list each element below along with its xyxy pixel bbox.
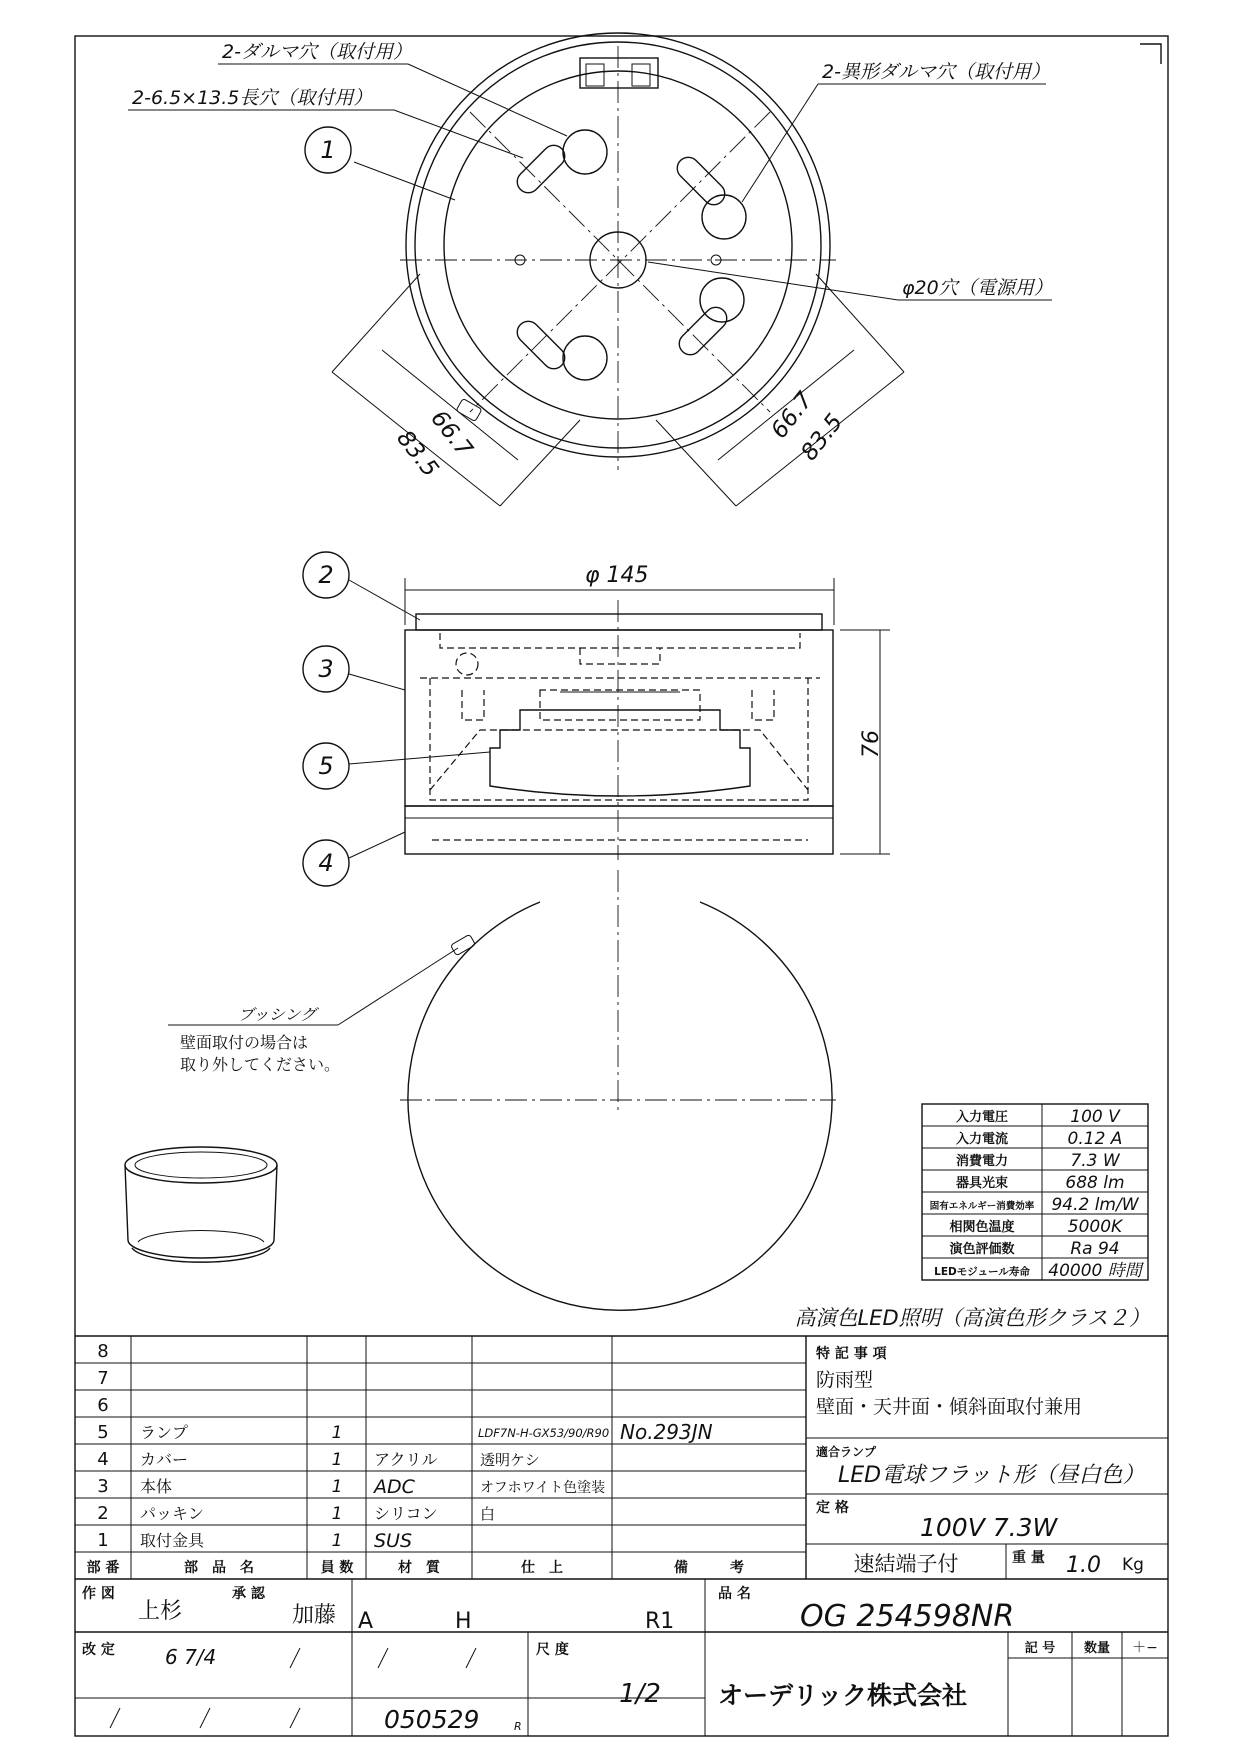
label-power-hole: φ20穴（電源用） — [902, 277, 1053, 299]
title-block — [75, 1579, 1168, 1736]
weight-label: 重 量 — [1012, 1550, 1045, 1566]
spec-label-1: 入力電流 — [955, 1132, 1009, 1147]
part-material-3: ADC — [374, 1476, 415, 1498]
bubble-4: 4 — [318, 849, 334, 877]
part-qty-3: 1 — [331, 1477, 343, 1497]
notes-line-2: 壁面・天井面・傾斜面取付兼用 — [816, 1396, 1083, 1418]
hdr-qty: 員 数 — [320, 1560, 354, 1576]
part-no-2: 2 — [97, 1503, 109, 1524]
spec-value-7: 40000 時間 — [1048, 1261, 1142, 1281]
part-finish-5: LDF7N-H-GX53/90/R90 — [478, 1426, 610, 1440]
bubble-5: 5 — [318, 752, 334, 780]
hdr-material: 材 質 — [398, 1560, 440, 1576]
drawing-no-suffix: R — [514, 1720, 522, 1733]
code-h: H — [455, 1609, 472, 1634]
part-bubbles — [303, 127, 490, 886]
spec-value-6: Ra 94 — [1070, 1239, 1120, 1259]
scale-value: 1/2 — [619, 1679, 661, 1709]
weight-unit: Kg — [1122, 1555, 1144, 1575]
part-name-1: 取付金具 — [140, 1531, 205, 1550]
hdr-note: 備 考 — [674, 1560, 744, 1576]
part-finish-4: 透明ケシ — [480, 1451, 540, 1469]
lamp-title: 適合ランプ — [816, 1445, 877, 1459]
terminal-note: 速結端子付 — [853, 1552, 959, 1576]
part-no-3: 3 — [97, 1476, 109, 1497]
approved-by: 加藤 — [292, 1603, 337, 1628]
spec-label-7: LEDモジュール寿命 — [934, 1266, 1030, 1278]
revision-label: 改 定 — [82, 1642, 115, 1658]
bottom-view — [168, 870, 836, 1310]
drawn-by: 上杉 — [138, 1599, 183, 1624]
drawn-label: 作 図 — [82, 1586, 115, 1602]
part-no-1: 1 — [97, 1530, 109, 1551]
spec-label-0: 入力電圧 — [955, 1110, 1009, 1125]
side-view — [405, 563, 890, 860]
part-no-8: 8 — [97, 1341, 109, 1362]
notes-line-1: 防雨型 — [816, 1369, 874, 1391]
part-material-4: アクリル — [374, 1450, 438, 1469]
spec-label-6: 演色評価数 — [949, 1242, 1015, 1257]
part-name-5: ランプ — [140, 1423, 189, 1442]
part-qty-1: 1 — [331, 1531, 343, 1551]
spec-label-2: 消費電力 — [955, 1154, 1009, 1169]
part-material-1: SUS — [374, 1530, 413, 1552]
parts-list — [75, 1336, 1168, 1579]
dim-height: 76 — [859, 730, 884, 758]
spec-label-3: 器具光束 — [955, 1176, 1009, 1191]
spec-value-0: 100 V — [1070, 1107, 1120, 1127]
part-no-6: 6 — [97, 1395, 109, 1416]
part-qty-5: 1 — [331, 1423, 343, 1443]
dim-diameter: φ 145 — [585, 563, 649, 588]
iso-sketch — [125, 1147, 277, 1262]
bushing-note-2: 取り外してください。 — [180, 1055, 341, 1074]
dim-left-outer: 83.5 — [391, 425, 444, 483]
dim-right-inner: 66.7 — [766, 387, 819, 444]
part-finish-3: オフホワイト色塗装 — [480, 1480, 606, 1496]
part-name-4: カバー — [140, 1450, 189, 1469]
code-a: A — [358, 1609, 374, 1634]
product-title: 高演色LED照明（高演色形クラス２） — [794, 1306, 1150, 1330]
label-daruma: 2-ダルマ穴（取付用） — [222, 41, 412, 63]
part-no-7: 7 — [97, 1368, 109, 1389]
spec-value-3: 688 lm — [1065, 1173, 1125, 1193]
spec-value-5: 5000K — [1067, 1217, 1123, 1237]
dim-right-outer: 83.5 — [796, 409, 849, 466]
spec-label-4: 固有エネルギー消費効率 — [929, 1201, 1035, 1212]
part-qty-2: 1 — [331, 1504, 343, 1524]
part-no-5: 5 — [97, 1422, 109, 1443]
part-name-2: パッキン — [140, 1504, 204, 1523]
spec-label-5: 相関色温度 — [949, 1220, 1015, 1235]
rev-code: R1 — [645, 1609, 675, 1634]
company-name: オーデリック株式会社 — [718, 1681, 968, 1710]
notes-title: 特 記 事 項 — [816, 1346, 887, 1362]
label-slot: 2-6.5×13.5長穴（取付用） — [132, 87, 373, 109]
product-no: OG 254598NR — [800, 1599, 1015, 1634]
quantity-label: 数量 — [1083, 1641, 1111, 1656]
bushing-note-1: 壁面取付の場合は — [180, 1033, 309, 1052]
spec-table — [922, 1104, 1148, 1281]
spec-value-1: 0.12 A — [1067, 1129, 1123, 1149]
approved-label: 承 認 — [232, 1586, 265, 1602]
spec-notes — [806, 1345, 1168, 1579]
rating-title: 定 格 — [816, 1500, 849, 1516]
drawing-no: 050529 — [384, 1705, 480, 1734]
spec-value-2: 7.3 W — [1070, 1151, 1120, 1171]
sign-mark: ＋− — [1132, 1640, 1158, 1656]
symbol-label: 記 号 — [1024, 1641, 1056, 1656]
bubble-3: 3 — [318, 655, 334, 683]
rating-value: 100V 7.3W — [920, 1513, 1058, 1542]
hdr-finish: 仕 上 — [521, 1560, 563, 1576]
scale-label: 尺 度 — [536, 1642, 569, 1658]
part-finish-2: 白 — [480, 1505, 496, 1523]
product-label: 品 名 — [718, 1586, 751, 1602]
label-odd-daruma: 2-異形ダルマ穴（取付用） — [822, 61, 1050, 83]
bubble-1: 1 — [320, 136, 336, 164]
part-note-5: No.293JN — [620, 1420, 713, 1444]
lamp-value: LED電球フラット形（昼白色） — [838, 1463, 1145, 1488]
bubble-2: 2 — [318, 561, 334, 589]
weight-value: 1.0 — [1066, 1553, 1101, 1578]
corner-mark — [1140, 44, 1161, 64]
top-view — [128, 33, 1053, 506]
dim-left-inner: 66.7 — [425, 405, 478, 463]
revision-date: 6 7/4 — [165, 1645, 217, 1669]
bushing-label: ブッシング — [238, 1005, 317, 1024]
part-qty-4: 1 — [331, 1450, 343, 1470]
hdr-no: 部 番 — [86, 1560, 120, 1576]
hdr-name: 部 品 名 — [184, 1560, 254, 1576]
spec-value-4: 94.2 lm/W — [1051, 1195, 1139, 1215]
part-material-2: シリコン — [374, 1504, 438, 1523]
part-no-4: 4 — [97, 1449, 109, 1470]
part-name-3: 本体 — [140, 1477, 173, 1496]
